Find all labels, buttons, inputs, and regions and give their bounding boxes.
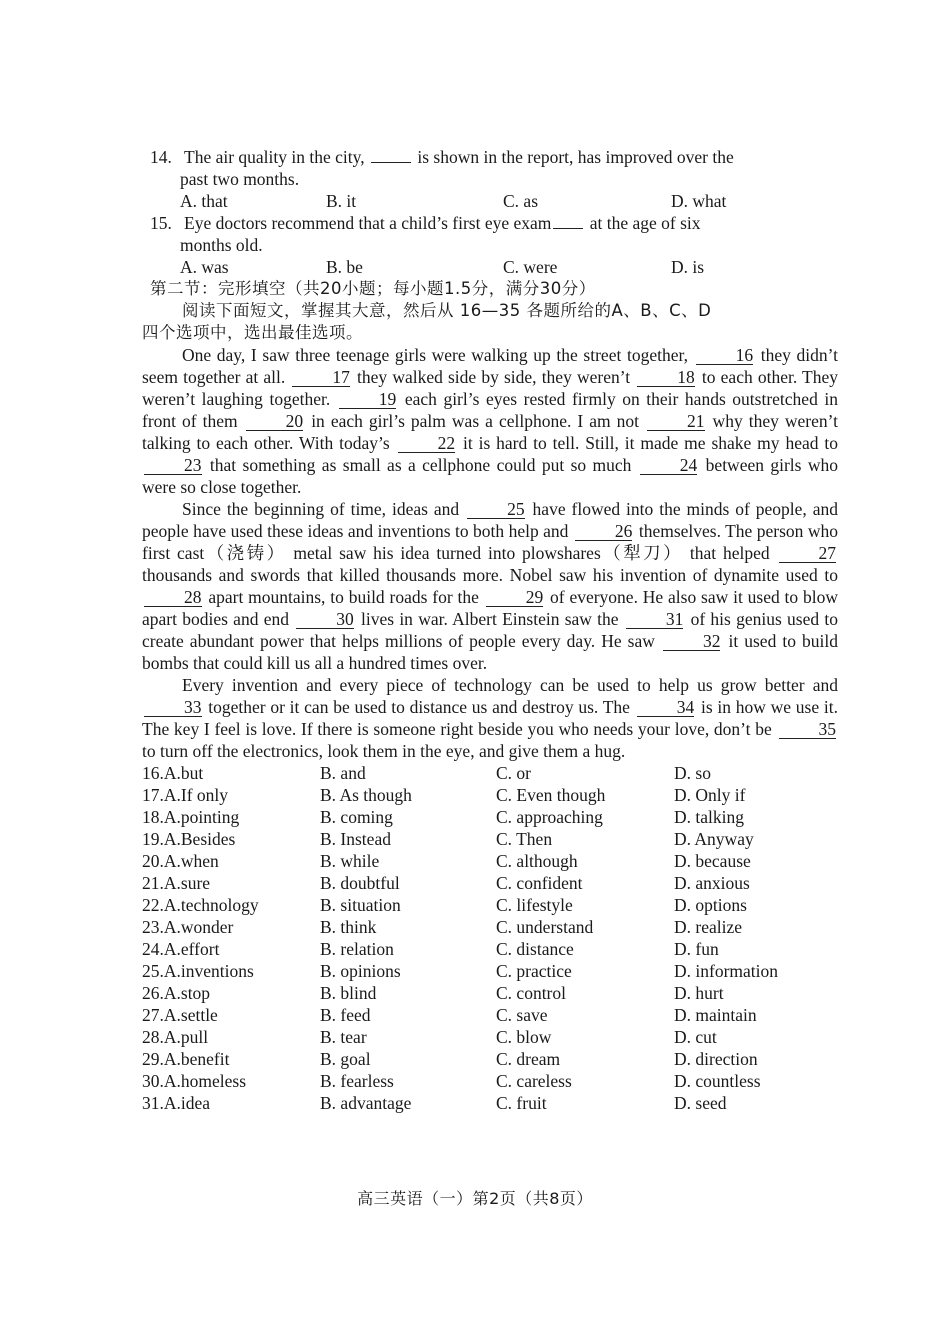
choice-row (142, 828, 838, 850)
choice-row (142, 916, 838, 938)
answer-blank (553, 228, 583, 229)
section-instruction-continued: 四个选项中，选出最佳选项。 (142, 323, 363, 342)
option-b: B. it (326, 191, 357, 211)
choice-option-b: B. while (320, 851, 380, 871)
choice-option-c: C. approaching (496, 807, 603, 827)
choice-row (142, 1004, 838, 1026)
passage-text: it is hard to tell. Still, it made me shake my head to (457, 433, 838, 453)
option-a: A. was (180, 257, 229, 277)
page-content (142, 146, 838, 1114)
choice-option-d: D. Anyway (674, 829, 754, 849)
choice-option-b: B. and (320, 763, 366, 783)
blank-number: 35 (779, 720, 837, 739)
choice-option-a: 28.A.pull (142, 1027, 209, 1047)
choice-option-c: C. dream (496, 1049, 561, 1069)
question-15 (142, 212, 838, 278)
choice-option-c: C. save (496, 1005, 548, 1025)
choice-option-d: D. maintain (674, 1005, 757, 1025)
blank-number: 34 (637, 698, 695, 717)
choice-option-c: C. practice (496, 961, 572, 981)
blank-number: 26 (575, 522, 633, 541)
choice-option-b: B. Instead (320, 829, 391, 849)
choice-option-a: 30.A.homeless (142, 1071, 247, 1091)
question-text-after: at the age of six (585, 213, 701, 233)
question-text-after: is shown in the report, has improved over the (413, 147, 734, 167)
choice-option-b: B. advantage (320, 1093, 412, 1113)
blank-number: 28 (144, 588, 202, 607)
choice-option-d: D. seed (674, 1093, 727, 1113)
choice-option-a: 18.A.pointing (142, 807, 240, 827)
choice-option-a: 27.A.settle (142, 1005, 218, 1025)
choice-option-b: B. think (320, 917, 377, 937)
choice-option-b: B. blind (320, 983, 377, 1003)
question-options (180, 256, 838, 278)
blank-number: 16 (696, 346, 754, 365)
choice-row (142, 960, 838, 982)
choice-option-a: 16.A.but (142, 763, 204, 783)
choice-option-a: 29.A.benefit (142, 1049, 230, 1069)
blank-number: 32 (663, 632, 721, 651)
question-text-continued: past two months. (180, 169, 300, 189)
question-text-before: Eye doctors recommend that a child’s first eye exam (184, 213, 552, 233)
passage-text: of his genius used to create abundant power that helps millions of people every day. He saw (142, 609, 839, 651)
blank-number: 22 (398, 434, 456, 453)
option-d: D. is (671, 257, 705, 277)
blank-number: 27 (779, 544, 837, 563)
choice-row (142, 938, 838, 960)
choice-option-b: B. As though (320, 785, 412, 805)
blank-number: 30 (296, 610, 354, 629)
passage-text: to each other. They weren’t laughing together. (142, 367, 839, 409)
choice-option-a: 23.A.wonder (142, 917, 234, 937)
choice-option-c: C. control (496, 983, 566, 1003)
passage-text: is in how we use it. The key I feel is love. If there is someone right beside you who needs your love, don’t be (142, 697, 838, 739)
blank-number: 19 (339, 390, 397, 409)
choice-option-a: 22.A.technology (142, 895, 259, 915)
section-instruction: 阅读下面短文，掌握其大意，然后从 16—35 各题所给的A、B、C、D (182, 301, 712, 320)
choice-option-b: B. opinions (320, 961, 401, 981)
choice-option-d: D. Only if (674, 785, 746, 805)
choice-row (142, 850, 838, 872)
option-c: C. were (503, 257, 558, 277)
choice-option-b: B. coming (320, 807, 393, 827)
choice-row (142, 762, 838, 784)
passage-text: it used to build bombs that could kill us all a hundred times over. (142, 631, 839, 673)
choice-option-c: C. or (496, 763, 531, 783)
passage-text: to turn off the electronics, look them in the eye, and give them a hug. (142, 741, 626, 761)
choice-option-c: C. blow (496, 1027, 552, 1047)
choice-option-b: B. feed (320, 1005, 371, 1025)
passage-text: that something as small as a cellphone could put so much (203, 455, 638, 475)
answer-blank (371, 162, 411, 163)
blank-number: 24 (640, 456, 698, 475)
question-text-before: The air quality in the city, (184, 147, 369, 167)
question-text-continued: months old. (180, 235, 263, 255)
option-d: D. what (671, 191, 727, 211)
choice-row (142, 872, 838, 894)
blank-number: 23 (144, 456, 202, 475)
passage-text: Every invention and every piece of technology can be used to help us grow better and (182, 675, 838, 695)
choice-option-b: B. doubtful (320, 873, 400, 893)
choice-option-d: D. options (674, 895, 747, 915)
choice-option-a: 19.A.Besides (142, 829, 236, 849)
choice-option-c: C. lifestyle (496, 895, 573, 915)
passage-text: apart mountains, to build roads for the (203, 587, 484, 607)
choice-option-c: C. careless (496, 1071, 572, 1091)
passage-text: each girl’s eyes rested firmly on their hands outstretched in front of them (142, 389, 838, 431)
question-14 (142, 146, 838, 212)
page-footer: 高三英语（一）第2页（共8页） (357, 1189, 593, 1208)
passage-paragraph-3 (142, 674, 838, 762)
passage-paragraph-2 (142, 498, 838, 674)
choice-option-d: D. anxious (674, 873, 750, 893)
choice-row (142, 1026, 838, 1048)
passage-text: One day, I saw three teenage girls were walking up the street together, (182, 345, 694, 365)
blank-number: 17 (292, 368, 350, 387)
choice-option-b: B. goal (320, 1049, 371, 1069)
blank-number: 20 (246, 412, 304, 431)
blank-number: 25 (467, 500, 525, 519)
passage-text: they didn’t seem together at all. (142, 345, 838, 387)
choice-row (142, 982, 838, 1004)
choice-option-a: 17.A.If only (142, 785, 229, 805)
choice-option-d: D. direction (674, 1049, 758, 1069)
choice-row (142, 1048, 838, 1070)
choice-option-d: D. cut (674, 1027, 717, 1047)
choice-option-d: D. hurt (674, 983, 724, 1003)
choice-option-d: D. information (674, 961, 779, 981)
passage-text: between girls who were so close together. (142, 455, 838, 497)
passage-text: of everyone. He also saw it used to blow apart bodies and end (142, 587, 838, 629)
choice-option-d: D. talking (674, 807, 744, 827)
choice-option-c: C. confident (496, 873, 583, 893)
choice-option-a: 25.A.inventions (142, 961, 254, 981)
section-title: 第二节：完形填空（共20小题；每小题1.5分，满分30分） (150, 279, 596, 298)
choice-row (142, 806, 838, 828)
passage-text: they walked side by side, they weren’t (351, 367, 636, 387)
passage-text: themselves. The person who first cast（浇铸） metal saw his idea turned into plowshares（犁刀） that helped (142, 521, 838, 563)
choice-option-a: 21.A.sure (142, 873, 211, 893)
choice-option-a: 26.A.stop (142, 983, 211, 1003)
blank-number: 18 (637, 368, 695, 387)
choice-option-c: C. although (496, 851, 578, 871)
choice-row (142, 894, 838, 916)
question-options (180, 190, 838, 212)
choice-row (142, 1070, 838, 1092)
option-a: A. that (180, 191, 228, 211)
choice-option-d: D. so (674, 763, 711, 783)
option-c: C. as (503, 191, 538, 211)
choice-option-d: D. because (674, 851, 751, 871)
blank-number: 33 (144, 698, 202, 717)
blank-number: 21 (647, 412, 705, 431)
question-number: 15. (150, 213, 172, 233)
option-b: B. be (326, 257, 363, 277)
passage-text: lives in war. Albert Einstein saw the (355, 609, 624, 629)
passage-text: Since the beginning of time, ideas and (182, 499, 466, 519)
choice-option-d: D. countless (674, 1071, 761, 1091)
blank-number: 31 (626, 610, 684, 629)
choice-option-c: C. Then (496, 829, 553, 849)
choice-row (142, 1092, 838, 1114)
choice-row (142, 784, 838, 806)
choice-option-d: D. fun (674, 939, 719, 959)
passage-text: thousands and swords that killed thousands more. Nobel saw his invention of dynamite used to (142, 565, 838, 585)
answer-choices (142, 762, 838, 1114)
choice-option-a: 24.A.effort (142, 939, 220, 959)
choice-option-a: 20.A.when (142, 851, 219, 871)
choice-option-c: C. distance (496, 939, 574, 959)
choice-option-c: C. understand (496, 917, 594, 937)
choice-option-b: B. tear (320, 1027, 367, 1047)
passage-text: in each girl’s palm was a cellphone. I am not (305, 411, 646, 431)
choice-option-c: C. fruit (496, 1093, 547, 1113)
choice-option-a: 31.A.idea (142, 1093, 211, 1113)
choice-option-d: D. realize (674, 917, 743, 937)
choice-option-b: B. situation (320, 895, 401, 915)
passage-text: together or it can be used to distance us and destroy us. The (203, 697, 635, 717)
passage-text: have flowed into the minds of people, and people have used these ideas and inventions to both help and (142, 499, 839, 541)
choice-option-b: B. relation (320, 939, 394, 959)
question-number: 14. (150, 147, 172, 167)
choice-option-b: B. fearless (320, 1071, 394, 1091)
choice-option-c: C. Even though (496, 785, 606, 805)
passage-text: why they weren’t talking to each other. With today’s (142, 411, 838, 453)
passage-paragraph-1 (142, 344, 838, 498)
blank-number: 29 (486, 588, 544, 607)
